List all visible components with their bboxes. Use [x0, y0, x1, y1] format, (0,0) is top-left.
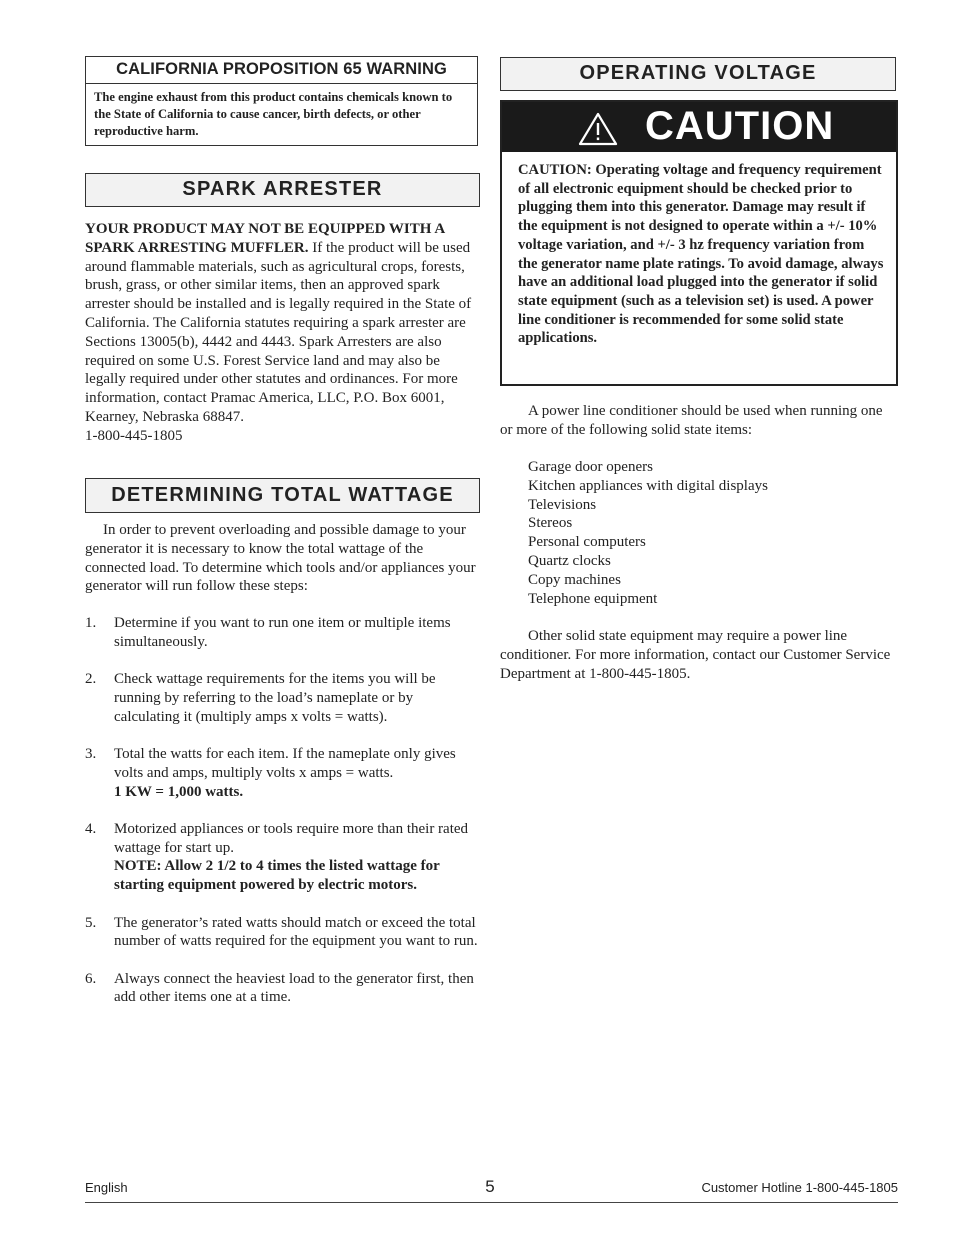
warning-triangle-icon	[578, 112, 618, 146]
list-item: Quartz clocks	[528, 552, 611, 569]
step-text: The generator’s rated watts should match or exceed the total number of watts required for the equipment you want to run.	[114, 914, 478, 950]
list-item: Stereos	[528, 515, 573, 532]
step-number: 3.	[85, 745, 97, 762]
step-text: Determine if you want to run one item or multiple items simultaneously.	[114, 615, 451, 650]
caution-title: CAUTION	[645, 104, 835, 148]
footer-divider	[85, 1202, 898, 1203]
step-number: 5.	[85, 914, 97, 931]
list-item: Televisions	[528, 496, 597, 513]
list-item: Garage door openers	[528, 459, 653, 475]
spark-arrester-body: If the product will be used around flammable materials, such as agricultural crops, forests, brush, grass, or other similar items, then an approved spark arrester should be installed and is legally required in the State of California. The California statutes requiring a spark arrester are Sections 13005(b), 4442 and 4443. Spark Arresters are also required on some U.S. Forest Service land and may also be legally required under other statutes and ordinances. For more information, contact Pramac America, LLC, P.O. Box 6001, Kearney, Nebraska 68847.	[85, 239, 472, 425]
caution-box	[500, 100, 898, 386]
step-note: 1 KW = 1,000 watts.	[114, 783, 244, 800]
list-item: Telephone equipment	[528, 590, 658, 607]
step-number: 4.	[85, 820, 97, 837]
step-number: 6.	[85, 970, 97, 987]
total-wattage-intro: In order to prevent overloading and possible damage to your generator it is necessary to know the total wattage of the connected load. To determine which tools and/or appliances your generator will run follow these steps:	[85, 522, 476, 595]
wattage-step	[85, 745, 480, 801]
prop65-warning-box	[85, 56, 478, 146]
caution-banner	[502, 102, 896, 152]
list-item: Copy machines	[528, 571, 621, 588]
prop65-title: CALIFORNIA PROPOSITION 65 WARNING	[86, 57, 477, 84]
step-note: NOTE: Allow 2 1/2 to 4 times the listed wattage for starting equipment powered by electric motors.	[114, 858, 440, 894]
operating-voltage-heading: OPERATING VOLTAGE	[500, 57, 896, 91]
spark-arrester-text	[85, 220, 480, 446]
step-number: 1.	[85, 615, 97, 631]
solid-state-items-list	[528, 458, 768, 608]
caution-text: CAUTION: Operating voltage and frequency requirement of all electronic equipment should be checked prior to plugging them into this generator. Damage may result if the equipment is not designed to operate within a +/- 10% voltage variation, and +/- 3 hz frequency variation from the generator name plate ratings. To avoid damage, always have an additional load plugged into the generator if solid state equipment (such as a television set) is used. A power line conditioner is recommended for some solid state applications.	[518, 162, 884, 347]
footer-language: English	[85, 1180, 128, 1195]
wattage-step	[85, 914, 480, 952]
list-item: Kitchen appliances with digital displays	[528, 477, 768, 494]
page-footer	[85, 1177, 898, 1201]
spark-arrester-heading: SPARK ARRESTER	[85, 173, 480, 207]
step-number: 2.	[85, 671, 97, 688]
spark-arrester-phone: 1-800-445-1805	[85, 427, 183, 444]
wattage-step	[85, 820, 480, 895]
prop65-body: The engine exhaust from this product contains chemicals known to the State of California to cause cancer, birth defects, or other reproductive harm.	[94, 90, 453, 138]
power-conditioner-intro: A power line conditioner should be used when running one or more of the following solid state items:	[500, 403, 883, 438]
wattage-step	[85, 670, 480, 726]
power-conditioner-contact: Other solid state equipment may require a power line conditioner. For more information, contact our Customer Service Department at 1-800-445-1805.	[500, 628, 891, 682]
page-number: 5	[485, 1177, 495, 1196]
wattage-step	[85, 614, 480, 652]
step-text: Motorized appliances or tools require more than their rated wattage for start up.	[114, 820, 469, 856]
step-text: Check wattage requirements for the items you will be running by referring to the load’s nameplate or by calculating it (multiply amps x volts = watts).	[114, 671, 436, 725]
wattage-step	[85, 970, 480, 1008]
spark-arrester-bold-intro: YOUR PRODUCT MAY NOT BE EQUIPPED WITH A SPARK ARRESTING MUFFLER.	[85, 221, 445, 256]
list-item: Personal computers	[528, 534, 646, 551]
step-text: Total the watts for each item. If the nameplate only gives volts and amps, multiply volts x amps = watts.	[114, 745, 456, 781]
wattage-steps-list	[85, 614, 480, 1026]
total-wattage-heading: DETERMINING TOTAL WATTAGE	[85, 478, 480, 513]
step-text: Always connect the heaviest load to the generator first, then add other items one at a time.	[114, 970, 474, 1006]
footer-hotline: Customer Hotline 1-800-445-1805	[701, 1180, 898, 1195]
